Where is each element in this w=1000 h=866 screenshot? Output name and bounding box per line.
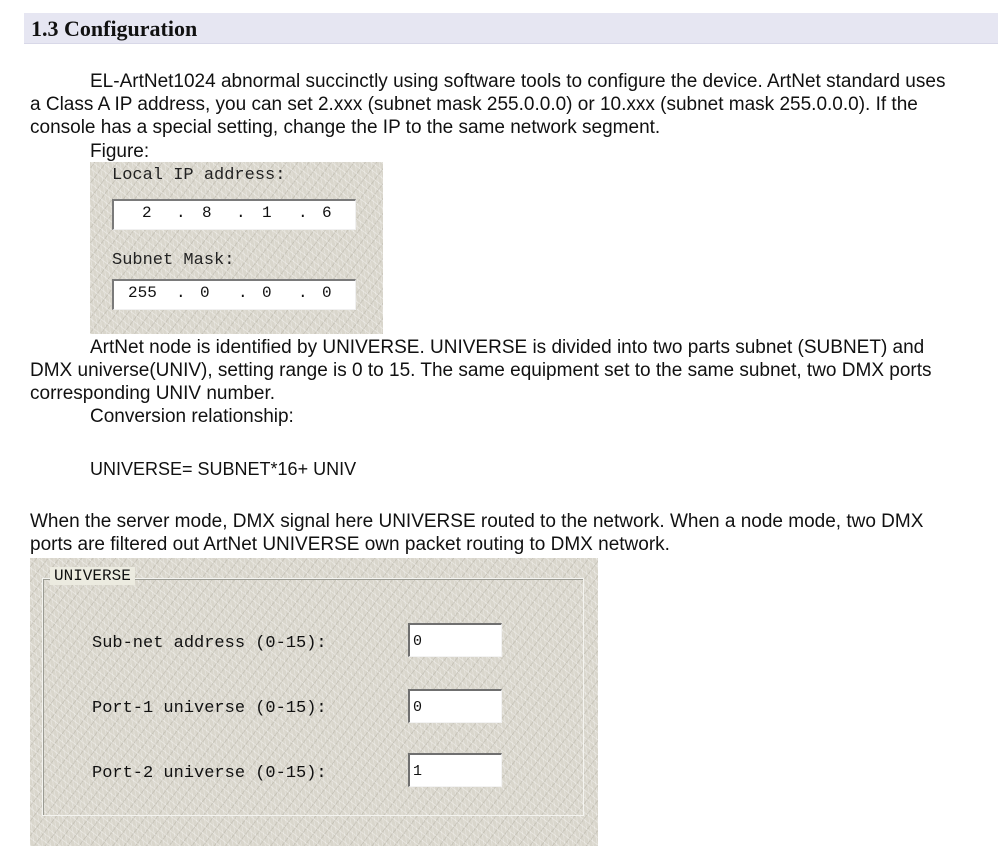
subnet-mask-field[interactable] [112,279,356,310]
ip-separator: . [298,284,308,302]
local-ip-label: Local IP address: [112,166,286,185]
intro-line-2: a Class A IP address, you can set 2.xxx (subnet mask 255.0.0.0) or 10.xxx (subnet mask 255.0.0.0). If the [30,94,918,115]
ip-separator: . [176,284,186,302]
subnet-octet-1: 255 [128,284,157,302]
port-1-universe-label: Port-1 universe (0-15): [92,699,327,718]
section-header [24,13,998,44]
ip-separator: . [238,284,248,302]
local-ip-field[interactable] [112,199,356,230]
routing-text-line-1: When the server mode, DMX signal here UNIVERSE routed to the network. When a node mode, two DMX [30,511,924,532]
figure-label: Figure: [90,141,150,162]
ip-separator: . [298,204,308,222]
local-ip-octet-1: 2 [142,204,152,222]
port-2-universe-label: Port-2 universe (0-15): [92,764,327,783]
subnet-octet-2: 0 [200,284,210,302]
intro-line-3: console has a special setting, change the IP to the same network segment. [30,117,661,138]
ip-config-panel [90,162,383,334]
port-2-universe-input[interactable] [408,753,502,787]
conversion-label: Conversion relationship: [90,406,294,427]
subnet-address-label: Sub-net address (0-15): [92,634,327,653]
subnet-mask-label: Subnet Mask: [112,251,235,270]
universe-formula: UNIVERSE= SUBNET*16+ UNIV [90,459,357,479]
section-title: 1.3 Configuration [31,16,198,41]
local-ip-octet-2: 8 [202,204,212,222]
local-ip-octet-4: 6 [322,204,332,222]
subnet-address-input[interactable] [408,623,502,657]
subnet-octet-4: 0 [322,284,332,302]
ip-separator: . [176,204,186,222]
intro-line-1: EL-ArtNet1024 abnormal succinctly using software tools to configure the device. ArtNet standard uses [90,71,946,92]
port-1-universe-input[interactable] [408,689,502,723]
ip-separator: . [236,204,246,222]
local-ip-octet-3: 1 [262,204,272,222]
universe-group-legend: UNIVERSE [50,567,135,585]
subnet-octet-3: 0 [262,284,272,302]
universe-text-line-3: corresponding UNIV number. [30,383,276,404]
universe-text-line-2: DMX universe(UNIV), setting range is 0 to 15. The same equipment set to the same subnet, two DMX ports [30,360,932,381]
universe-text-line-1: ArtNet node is identified by UNIVERSE. UNIVERSE is divided into two parts subnet (SUBNET) and [90,337,925,358]
routing-text-line-2: ports are filtered out ArtNet UNIVERSE own packet routing to DMX network. [30,534,670,555]
